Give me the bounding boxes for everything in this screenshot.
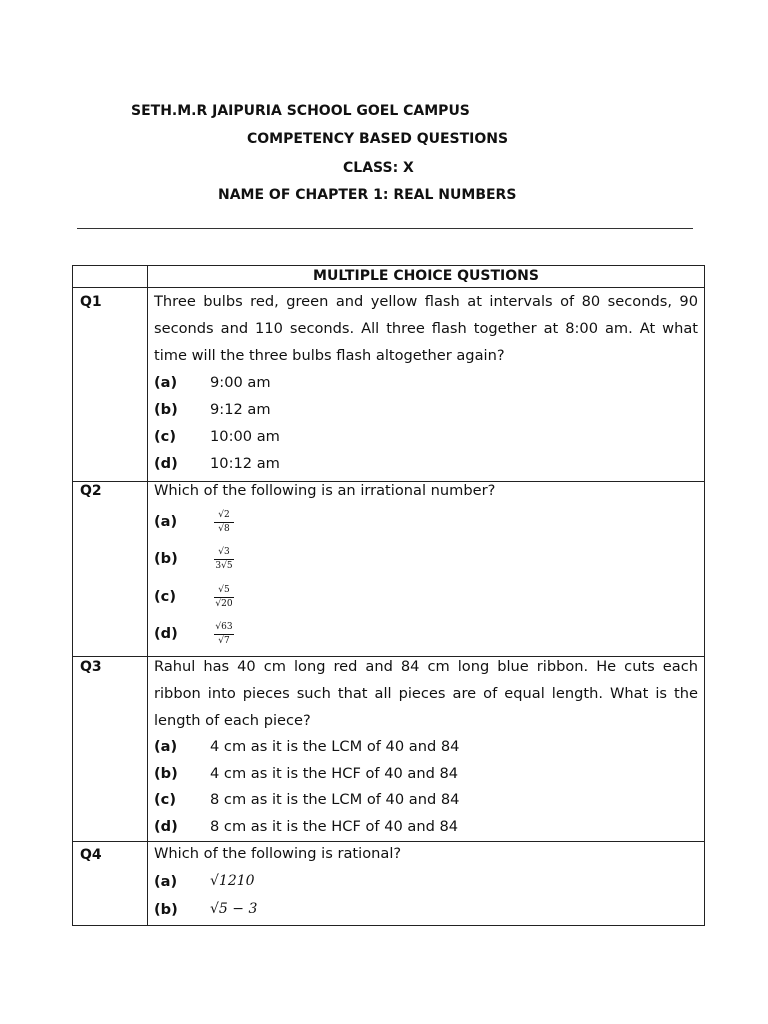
option-value: 4 cm as it is the HCF of 40 and 84: [210, 765, 459, 782]
option-label: (b): [154, 901, 178, 918]
fraction-denominator: √7: [218, 636, 230, 646]
option-value: 10:00 am: [210, 428, 280, 445]
option-label: (c): [154, 428, 176, 445]
class-line-text: CLASS: X: [343, 160, 414, 176]
question-text: Three bulbs red, green and yellow flash at intervals of 80 seconds, 90 seconds and 110 seconds. All three flash together at 8:00 am. At what time will the three bulbs flash altogether again?: [154, 293, 698, 364]
header-divider: [77, 228, 693, 229]
option-label: (a): [154, 374, 178, 391]
fraction-numerator: √5: [218, 585, 230, 595]
option-value: 9:12 am: [210, 401, 271, 418]
fraction-denominator: √20: [215, 599, 233, 609]
fraction-bar: [214, 597, 234, 598]
option-label: (a): [154, 513, 178, 530]
question-text: Which of the following is an irrational number?: [154, 482, 496, 499]
option-label: (b): [154, 401, 178, 418]
option-value: √5 − 3: [210, 901, 258, 917]
fraction-numerator: √2: [218, 510, 230, 520]
option-label: (c): [154, 588, 176, 605]
subtitle-text: COMPETENCY BASED QUESTIONS: [247, 131, 509, 147]
fraction-option-d: [210, 622, 238, 647]
option-label: (c): [154, 791, 176, 808]
fraction-option-b: [210, 547, 238, 572]
fraction-denominator: 3√5: [215, 561, 233, 571]
option-label: (a): [154, 738, 178, 755]
table-heading: MULTIPLE CHOICE QUSTIONS: [313, 268, 539, 284]
question-number: Q4: [80, 847, 102, 863]
option-value: √1210: [210, 873, 255, 889]
question-number: Q1: [80, 294, 102, 310]
fraction-option-a: [210, 510, 238, 535]
question-number: Q2: [80, 483, 102, 499]
table-column-divider: [147, 265, 148, 926]
option-label: (b): [154, 550, 178, 567]
question-text: Rahul has 40 cm long red and 84 cm long blue ribbon. He cuts each ribbon into pieces such that all pieces are of equal length. What is the length of each piece?: [154, 658, 698, 729]
fraction-bar: [214, 522, 234, 523]
option-value: 8 cm as it is the LCM of 40 and 84: [210, 791, 460, 808]
chapter-line-text: NAME OF CHAPTER 1: REAL NUMBERS: [218, 187, 517, 203]
question-table: [72, 265, 705, 926]
option-label: (b): [154, 765, 178, 782]
question-number: Q3: [80, 659, 102, 675]
option-value: 4 cm as it is the LCM of 40 and 84: [210, 738, 460, 755]
fraction-denominator: √8: [218, 524, 230, 534]
school-name-text: SETH.M.R JAIPURIA SCHOOL GOEL CAMPUS: [131, 103, 470, 119]
fraction-bar: [214, 559, 234, 560]
option-value: 10:12 am: [210, 455, 280, 472]
option-label: (d): [154, 625, 178, 642]
option-label: (d): [154, 818, 178, 835]
fraction-numerator: √3: [218, 547, 230, 557]
option-value: 8 cm as it is the HCF of 40 and 84: [210, 818, 459, 835]
option-label: (d): [154, 455, 178, 472]
fraction-bar: [214, 634, 234, 635]
option-value: 9:00 am: [210, 374, 271, 391]
option-label: (a): [154, 873, 178, 890]
fraction-option-c: [210, 585, 238, 610]
fraction-numerator: √63: [215, 622, 233, 632]
question-text: Which of the following is rational?: [154, 845, 402, 862]
